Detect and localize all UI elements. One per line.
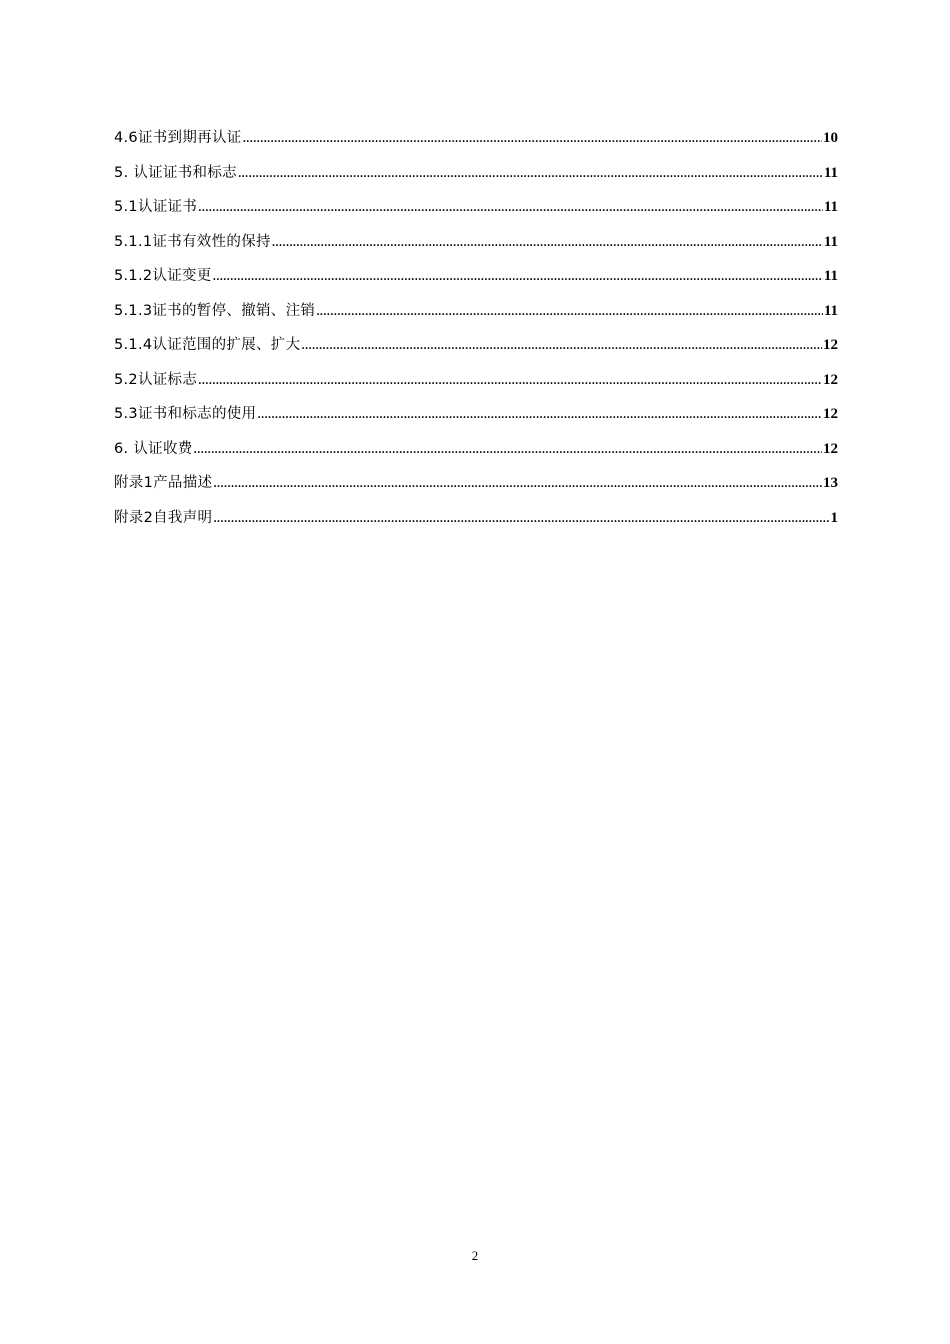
toc-entry-page: 11 xyxy=(823,199,838,215)
toc-entry[interactable] xyxy=(114,508,838,543)
toc-dot-leader xyxy=(213,510,829,530)
toc-entry-page: 13 xyxy=(823,475,838,491)
toc-entry-title: 6. 认证收费 xyxy=(114,440,193,457)
toc-entry-title: 5.1.2认证变更 xyxy=(114,268,212,284)
toc-entry-page: 10 xyxy=(823,130,838,146)
toc-entry-title: 附录1产品描述 xyxy=(114,475,213,491)
toc-dot-leader xyxy=(238,165,823,185)
page-number: 2 xyxy=(471,1248,479,1263)
toc-entry[interactable] xyxy=(114,301,838,336)
toc-dot-leader xyxy=(243,130,822,150)
toc-entry-title: 5.1.1证书有效性的保持 xyxy=(114,233,271,250)
toc-dot-leader xyxy=(213,475,822,495)
toc-entry-page: 11 xyxy=(823,302,838,319)
toc-entry[interactable] xyxy=(114,439,838,474)
toc-entry[interactable] xyxy=(114,197,838,232)
toc-entry-title: 5.1.3证书的暂停、撤销、注销 xyxy=(114,302,316,319)
toc-entry-title: 附录2自我声明 xyxy=(114,509,213,526)
toc-dot-leader xyxy=(194,441,822,461)
table-of-contents xyxy=(114,128,838,542)
toc-entry-title: 5. 认证证书和标志 xyxy=(114,164,237,181)
toc-entry-page: 1 xyxy=(830,509,838,526)
toc-entry-page: 11 xyxy=(823,268,838,284)
toc-entry[interactable] xyxy=(114,404,838,439)
toc-dot-leader xyxy=(316,303,823,323)
toc-entry-page: 12 xyxy=(823,337,838,353)
toc-dot-leader xyxy=(301,337,822,357)
toc-entry[interactable] xyxy=(114,370,838,405)
toc-entry-title: 4.6证书到期再认证 xyxy=(114,130,242,146)
toc-entry[interactable] xyxy=(114,266,838,301)
toc-entry-page: 12 xyxy=(823,406,838,422)
toc-dot-leader xyxy=(198,372,822,392)
toc-entry-page: 11 xyxy=(823,233,838,250)
toc-entry-title: 5.3证书和标志的使用 xyxy=(114,406,257,422)
toc-entry[interactable] xyxy=(114,163,838,198)
toc-entry[interactable] xyxy=(114,232,838,267)
toc-dot-leader xyxy=(198,199,823,219)
toc-entry-page: 12 xyxy=(823,371,838,388)
toc-entry[interactable] xyxy=(114,335,838,370)
toc-entry-title: 5.2认证标志 xyxy=(114,371,198,388)
toc-dot-leader xyxy=(213,268,823,288)
toc-entry-title: 5.1.4认证范围的扩展、扩大 xyxy=(114,337,301,353)
toc-entry-page: 11 xyxy=(823,164,838,181)
toc-entry-page: 12 xyxy=(823,440,838,457)
toc-entry[interactable] xyxy=(114,128,838,163)
toc-dot-leader xyxy=(257,406,822,426)
toc-entry-title: 5.1认证证书 xyxy=(114,199,198,215)
toc-dot-leader xyxy=(272,234,823,254)
toc-entry[interactable] xyxy=(114,473,838,508)
